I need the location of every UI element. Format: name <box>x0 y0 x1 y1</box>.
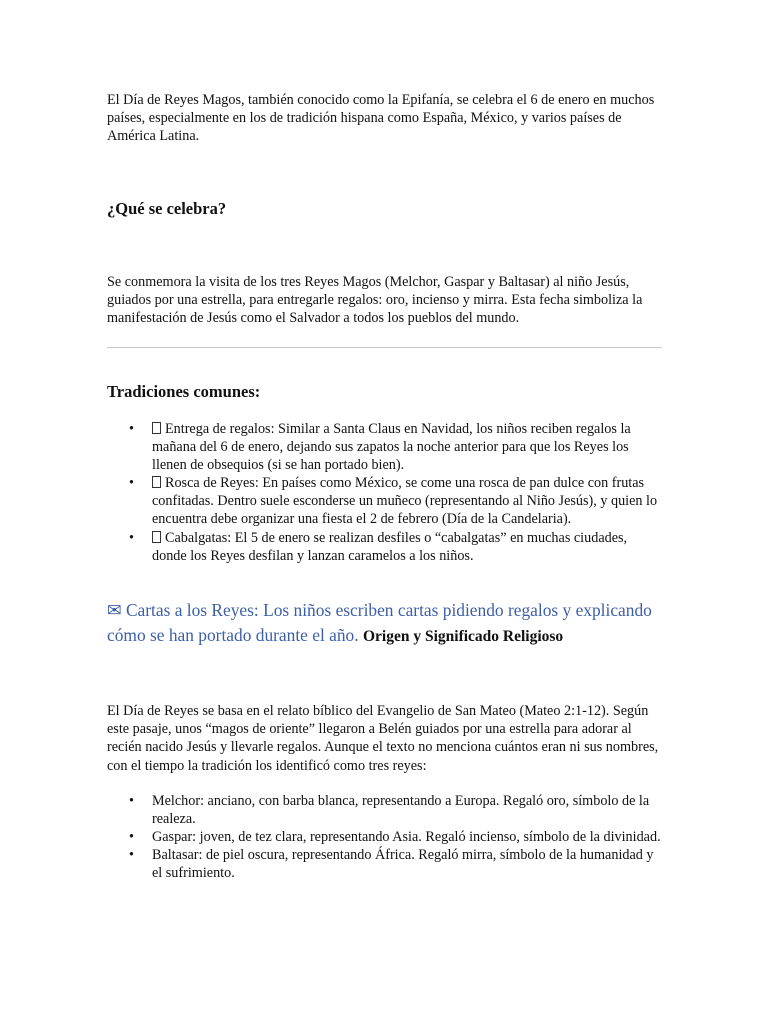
heading-que-se-celebra: ¿Qué se celebra? <box>107 199 227 218</box>
list-item-text: Entrega de regalos: Similar a Santa Claus en Navidad, los niños reciben regalos la mañana del 6 de enero, dejando sus zapatos la noche anterior para que los Reyes los llenen de obsequios (si se han portado bien). <box>152 421 631 474</box>
list-item <box>107 529 662 565</box>
bullet-icon: • <box>129 475 134 492</box>
list-item <box>107 420 662 474</box>
heading-origen: Origen y Significado Religioso <box>362 627 564 645</box>
bullet-icon: • <box>129 847 134 864</box>
tradiciones-list <box>107 420 662 565</box>
list-item-text: Gaspar: joven, de tez clara, representando Asia. Regaló incienso, símbolo de la divinidad. <box>152 829 661 846</box>
bullet-icon: • <box>129 421 134 437</box>
horizontal-rule <box>107 347 662 348</box>
origen-paragraph: El Día de Reyes se basa en el relato bíblico del Evangelio de San Mateo (Mateo 2:1-12). Según este pasaje, unos “magos de oriente” llegaron a Belén guiados por una estrella para adorar al recién nacido Jesús y llevarle regalos. Aunque el texto no menciona cuántos eran ni sus nombres, con el tiempo la tradición los identificó como tres reyes: <box>107 703 659 774</box>
missing-glyph-icon <box>152 422 161 434</box>
envelope-icon: ✉ <box>107 600 122 620</box>
que-se-celebra-paragraph: Se conmemora la visita de los tres Reyes Magos (Melchor, Gaspar y Baltasar) al niño Jesús, guiados por una estrella, para entregarle regalos: oro, incienso y mirra. Esta fecha simboliza la manifestación de Jesús como el Salvador a todos los pueblos del mundo. <box>107 274 643 327</box>
list-item-text: Rosca de Reyes: En países como México, se come una rosca de pan dulce con frutas confitadas. Dentro suele esconderse un muñeco (representando al Niño Jesús), y quien lo encuentra debe organizar una fiesta el 2 de febrero (Día de la Candelaria). <box>152 475 658 528</box>
cartas-paragraph <box>107 598 667 649</box>
list-item <box>107 474 662 528</box>
list-item <box>107 792 662 828</box>
intro-paragraph: El Día de Reyes Magos, también conocido como la Epifanía, se celebra el 6 de enero en muchos países, especialmente en los de tradición hispana como España, México, y varios países de América Latina. <box>107 92 655 145</box>
list-item-text: Cabalgatas: El 5 de enero se realizan desfiles o “cabalgatas” en muchas ciudades, donde los Reyes desfilan y lanzan caramelos a los niños. <box>152 529 628 564</box>
list-item <box>107 846 662 882</box>
heading-tradiciones: Tradiciones comunes: <box>107 382 261 401</box>
list-item-text: Baltasar: de piel oscura, representando África. Regaló mirra, símbolo de la humanidad y el sufrimiento. <box>152 847 654 882</box>
bullet-icon: • <box>129 829 134 846</box>
list-item-text: Melchor: anciano, con barba blanca, representando a Europa. Regaló oro, símbolo de la realeza. <box>152 793 650 828</box>
bullet-icon: • <box>129 793 134 809</box>
list-item <box>107 828 662 846</box>
bullet-icon: • <box>129 529 134 546</box>
missing-glyph-icon <box>152 531 161 543</box>
reyes-list <box>107 792 662 882</box>
missing-glyph-icon <box>152 476 161 488</box>
cartas-text: Cartas a los Reyes: Los niños escriben cartas pidiendo regalos y explicando cómo se han portado durante el año. <box>107 600 652 645</box>
